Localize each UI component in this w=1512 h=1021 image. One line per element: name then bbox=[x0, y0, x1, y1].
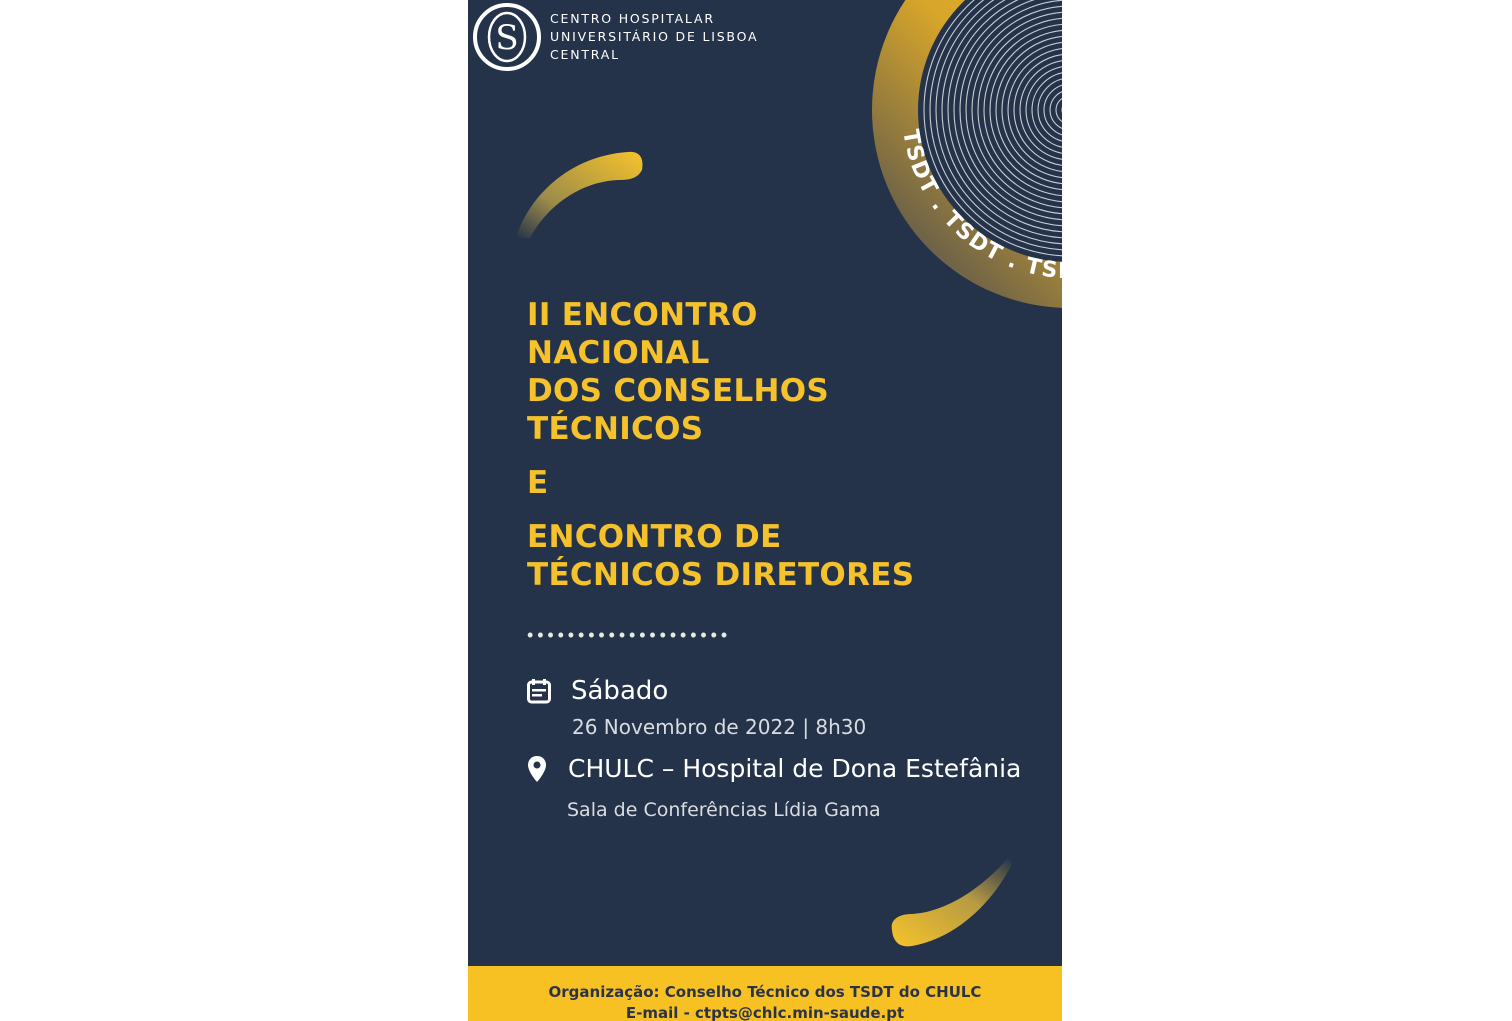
title-line-3: DOS CONSELHOS bbox=[527, 373, 830, 409]
chulc-logo bbox=[473, 3, 541, 71]
event-day: Sábado bbox=[571, 676, 669, 706]
title-line-4: TÉCNICOS bbox=[527, 411, 704, 447]
event-venue: CHULC – Hospital de Dona Estefânia bbox=[568, 754, 1022, 783]
event-poster bbox=[468, 0, 1245, 1021]
logo-letter: S bbox=[495, 18, 519, 58]
calendar-icon bbox=[527, 678, 551, 704]
disc-decoration bbox=[870, 0, 1245, 310]
footer-bar bbox=[468, 966, 1062, 1021]
title-line-1: II ENCONTRO bbox=[527, 297, 758, 333]
disc-ring-text: TSDT . TSDT . TSDT. TSDT. TSDT.TSDT bbox=[897, 101, 1245, 285]
title-line-6: TÉCNICOS DIRETORES bbox=[527, 557, 915, 593]
org-name-line-2: UNIVERSITÁRIO DE LISBOA bbox=[550, 29, 759, 44]
location-pin-icon bbox=[527, 755, 547, 783]
dotted-divider: •••••••••••••••••••• bbox=[527, 625, 732, 645]
org-name-line-1: CENTRO HOSPITALAR bbox=[550, 11, 715, 26]
title-line-5: ENCONTRO DE bbox=[527, 519, 782, 555]
footer-email: E-mail - ctpts@chlc.min-saude.pt bbox=[625, 1004, 905, 1021]
logo-emblem bbox=[477, 7, 537, 67]
decorative-swoosh-top bbox=[508, 138, 648, 248]
footer-organization: Organização: Conselho Técnico dos TSDT do CHULC bbox=[548, 983, 982, 1001]
title-connector: E bbox=[527, 465, 549, 501]
event-title bbox=[527, 296, 914, 594]
event-room: Sala de Conferências Lídia Gama bbox=[567, 799, 881, 821]
org-name-line-3: CENTRAL bbox=[550, 47, 620, 62]
organization-name bbox=[550, 10, 758, 64]
decorative-swoosh-bottom bbox=[886, 852, 1016, 952]
event-date-time: 26 Novembro de 2022 | 8h30 bbox=[572, 715, 867, 739]
title-line-2: NACIONAL bbox=[527, 335, 710, 371]
